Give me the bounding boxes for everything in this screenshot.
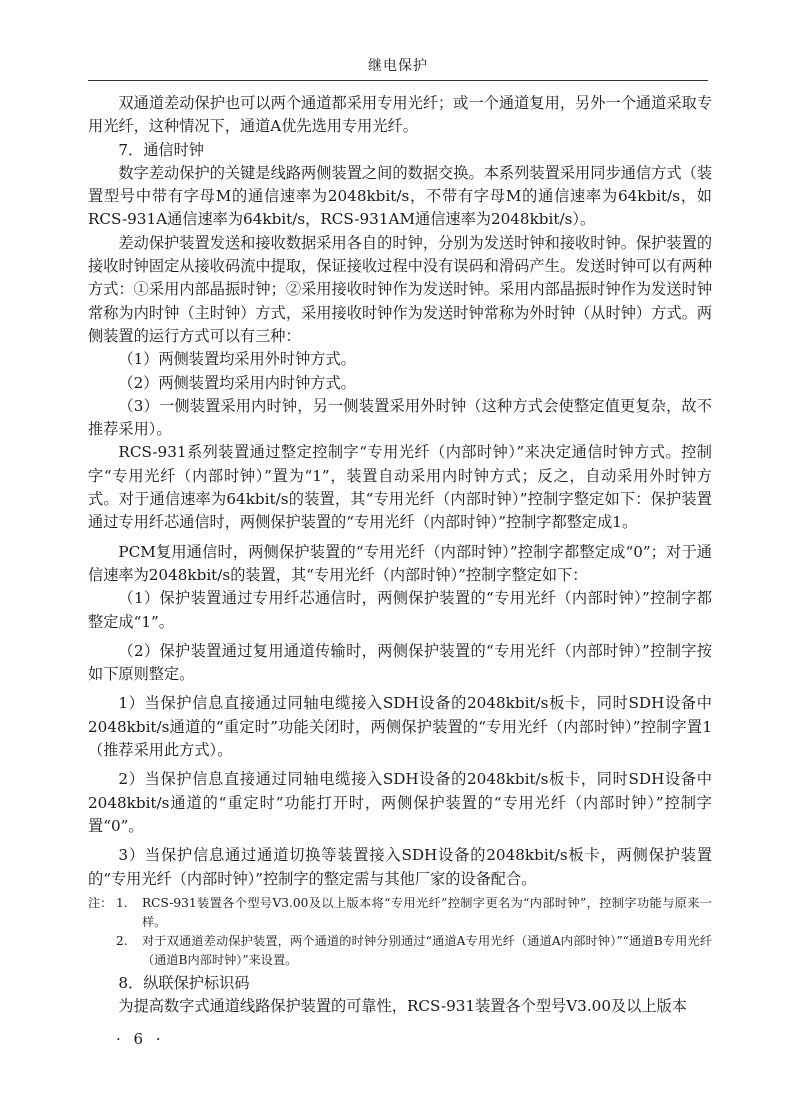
page-number: · 6 · [116,1030,165,1048]
running-header: 继电保护 [368,58,428,74]
body-text [88,92,712,1018]
header-rule [88,80,708,81]
list-item: （2）保护装置通过复用通道传输时，两侧保护装置的“专用光纤（内部时钟）”控制字按如下原则整定。 [88,641,712,684]
list-item: 2）当保护信息直接通过同轴电缆接入SDH设备的2048kbit/s板卡，同时SDH设备中2048kbit/s通道的“重定时”功能打开时，两侧保护装置的“专用光纤（内部时钟）”控制字置“0”。 [88,770,712,835]
note-label: 注： [88,895,113,910]
paragraph: RCS-931系列装置通过整定控制字“专用光纤（内部时钟）”来决定通信时钟方式。控制字“专用光纤（内部时钟）”置为“1”，装置自动采用内时钟方式；反之，自动采用外时钟方式。对于通信速率为64kbit/s的装置，其“专用光纤（内部时钟）”控制字整定如下：保护装置通过专用纤芯通信时，两侧保护装置的“专用光纤（内部时钟）”控制字都整定成1。 [88,443,712,532]
list-item: （1）两侧装置均采用外时钟方式。 [118,350,356,369]
note-number: 1. [116,895,128,910]
list-item: 3）当保护信息通过通道切换等装置接入SDH设备的2048kbit/s板卡，两侧保护装置的“专用光纤（内部时钟）”控制字的整定需与其他厂家的设备配合。 [88,846,712,888]
paragraph: 差动保护装置发送和接收数据采用各自的时钟，分别为发送时钟和接收时钟。保护装置的接收时钟固定从接收码流中提取，保证接收过程中没有误码和滑码产生。发送时钟可以有两种方式：①采用内部晶振时钟；②采用接收时钟作为发送时钟。采用内部晶振时钟作为发送时钟常称为内时钟（主时钟）方式，采用接收时钟作为发送时钟常称为外时钟（从时钟）方式。两侧装置的运行方式可以有三种： [88,233,712,345]
section-heading: 7．通信时钟 [118,140,204,159]
paragraph: 为提高数字式通道线路保护装置的可靠性，RCS-931装置各个型号V3.00及以上版本 [118,997,687,1016]
list-item: （2）两侧装置均采用内时钟方式。 [118,373,356,392]
list-item: （1）保护装置通过专用纤芯通信时，两侧保护装置的“专用光纤（内部时钟）”控制字都整定成“1”。 [88,589,712,631]
list-item: 1）当保护信息直接通过同轴电缆接入SDH设备的2048kbit/s板卡，同时SDH设备中2048kbit/s通道的“重定时”功能关闭时，两侧保护装置的“专用光纤（内部时钟）”控制字置1（推荐采用此方式）。 [88,694,712,760]
note-number: 2. [116,933,128,948]
note-text: RCS-931装置各个型号V3.00及以上版本将“专用光纤”控制字更名为“内部时钟”，控制字功能与原来一样。 [142,895,712,929]
paragraph: 数字差动保护的关键是线路两侧装置之间的数据交换。本系列装置采用同步通信方式（装置型号中带有字母M的通信速率为2048kbit/s，不带有字母M的通信速率为64kbit/s，如RCS-931A通信速率为64kbit/s，RCS-931AM通信速率为2048kbit/s）。 [88,163,712,229]
notes-block [88,894,712,970]
note-item [88,894,712,932]
note-item [88,932,712,970]
note-text: 对于双通道差动保护装置，两个通道的时钟分别通过“通道A专用光纤（通道A内部时钟）”“通道B专用光纤（通道B内部时钟）”来设置。 [142,933,712,967]
paragraph: PCM复用通信时，两侧保护装置的“专用光纤（内部时钟）”控制字都整定成“0”；对于通信速率为2048kbit/s的装置，其“专用光纤（内部时钟）”控制字整定如下： [88,542,712,584]
paragraph: 双通道差动保护也可以两个通道都采用专用光纤；或一个通道复用，另外一个通道采取专用光纤，这种情况下，通道A优先选用专用光纤。 [88,94,712,136]
section-heading: 8．纵联保护标识码 [118,973,250,992]
list-item: （3）一侧装置采用内时钟，另一侧装置采用外时钟（这种方式会使整定值更复杂，故不推荐采用）。 [88,396,712,439]
